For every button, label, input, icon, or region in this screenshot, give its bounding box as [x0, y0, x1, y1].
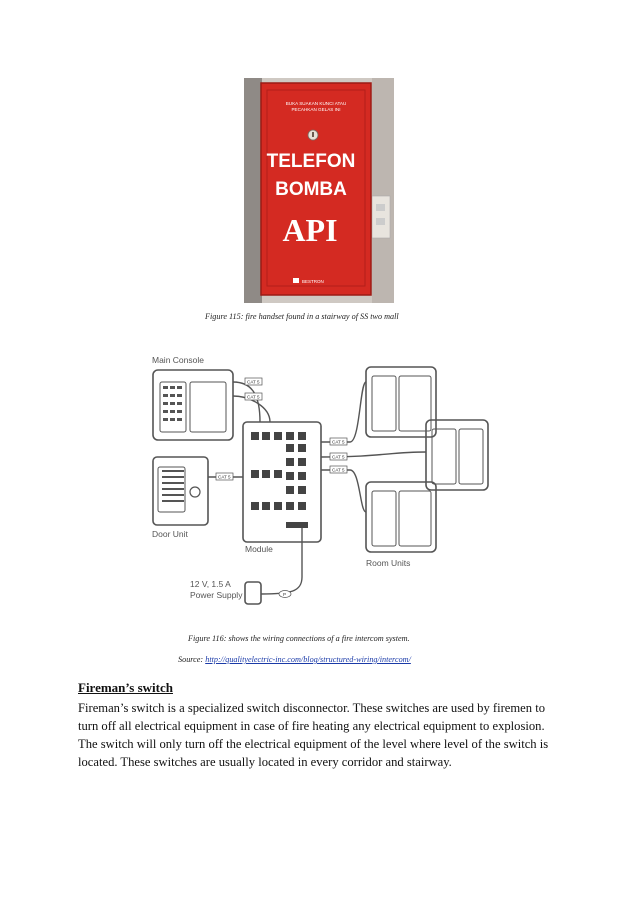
room-unit-3: [366, 482, 436, 552]
power-tag: P: [283, 592, 287, 597]
cabinet-brand: BESTRON: [302, 279, 324, 284]
paragraph-line-2: turn off all electrical equipment in case of fire heating any electrical equipment to explosion.: [78, 719, 545, 733]
label-power-line2: Power Supply: [190, 590, 243, 600]
figure-115-caption: Figure 115: fire handset found in a stairway of SS two mall: [205, 312, 399, 321]
section-heading: Fireman’s switch: [78, 680, 173, 695]
source-prefix: Source:: [178, 655, 206, 664]
figure-116-caption: Figure 116: shows the wiring connections of a fire intercom system.: [188, 634, 410, 643]
paragraph-line-3: The switch will only turn off the electrical equipment of the level where level of the switch is: [78, 737, 549, 751]
cable-tag-1: CAT 5: [247, 379, 260, 385]
cable-tag-6: CAT 5: [332, 467, 345, 473]
cable-tag-4: CAT 5: [332, 439, 345, 445]
fire-handset-illustration: [244, 78, 394, 303]
wiring-diagram-svg: [150, 352, 490, 620]
label-room-units: Room Units: [366, 558, 411, 568]
label-door-unit: Door Unit: [152, 529, 188, 539]
label-module: Module: [245, 544, 273, 554]
section-paragraph: [78, 699, 563, 771]
figure-116-source: [178, 655, 411, 664]
cable-tag-2: CAT 5: [247, 394, 260, 400]
cabinet-small-text-1: BUKA SUAKAN KUNCI ATAU: [285, 101, 347, 106]
label-main-console: Main Console: [152, 355, 204, 365]
fire-handset-photo: [244, 78, 394, 303]
power-supply-box: [245, 582, 261, 604]
label-power-line1: 12 V, 1.5 A: [190, 579, 231, 589]
paragraph-line-1: Fireman’s switch is a specialized switch disconnector. These switches are used by firemen to: [78, 701, 546, 715]
intercom-wiring-diagram: [150, 352, 490, 620]
cabinet-title-telefon: TELEFON: [266, 151, 356, 172]
cable-tag-5: CAT 5: [332, 454, 345, 460]
cabinet-title-api: API: [282, 212, 338, 248]
source-link[interactable]: http://qualityelectric-inc.com/blog/structured-wiring/intercom/: [205, 655, 411, 664]
paragraph-line-4: located. These switches are usually located in every corridor and stairway.: [78, 755, 452, 769]
cabinet-title-bomba: BOMBA: [275, 179, 347, 200]
cabinet-small-text-2: PECAHKAN GELAS INI: [291, 107, 341, 112]
cable-tag-3: CAT 5: [218, 474, 231, 480]
